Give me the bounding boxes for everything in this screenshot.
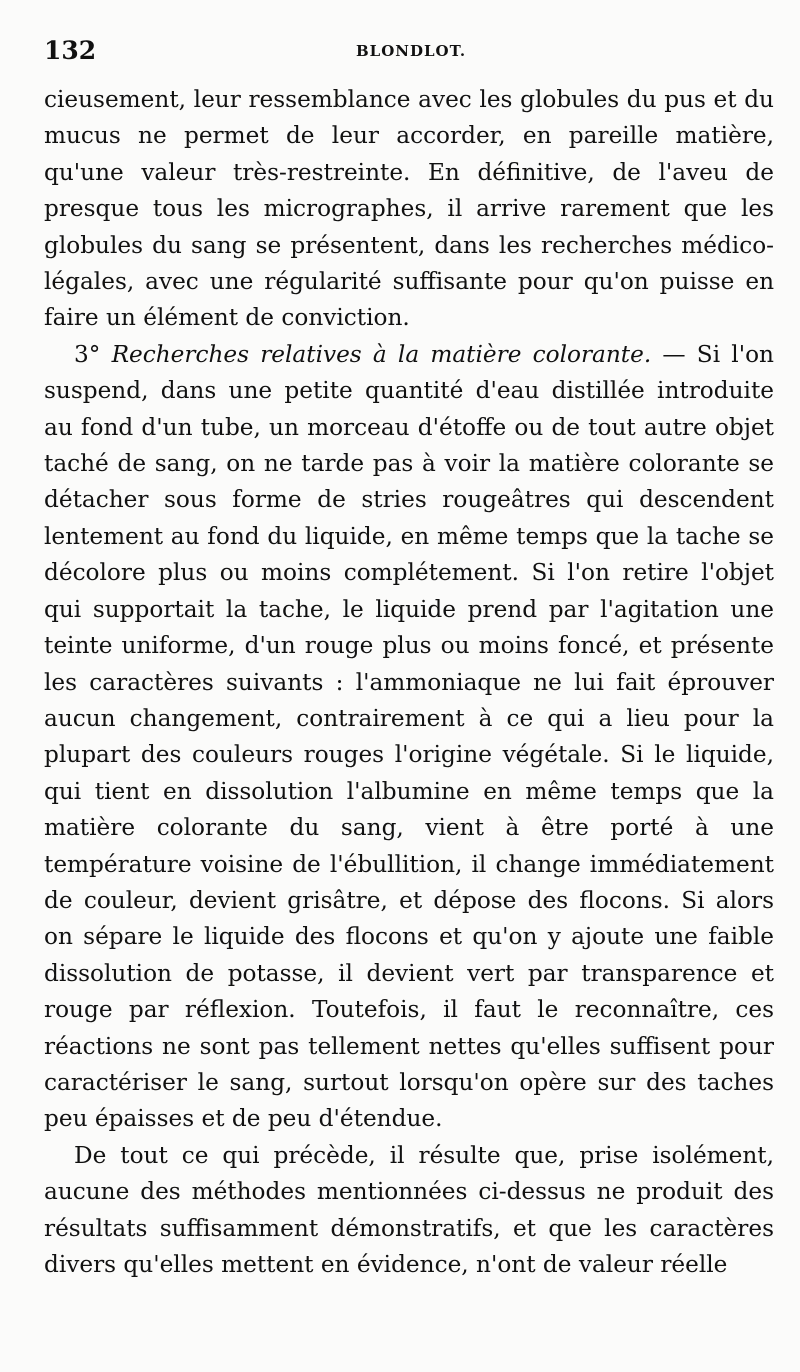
page-number: 132 [44,36,97,65]
paragraph-section-3 [44,337,774,1138]
paragraph-continuation: cieusement, leur ressemblance avec les globules du pus et du mucus ne permet de leur accorder, en pareille matière, qu'une valeur très-restreinte. En définitive, de l'aveu de presque tous les micrographes, il arrive rarement que les globules du sang se présentent, dans les recherches médico-légales, avec une régularité suffisante pour qu'on puisse en faire un élément de conviction. [44,86,774,332]
running-title: BLONDLOT. [356,42,467,60]
running-head [44,36,774,74]
section-body: — Si l'on suspend, dans une petite quantité d'eau distillée introduite au fond d'un tube, un morceau d'étoffe ou de tout autre objet taché de sang, on ne tarde pas à voir la matière colorante se détacher sous forme de stries rougeâtres qui descendent lentement au fond du liquide, en même temps que la tache se décolore plus ou moins complétement. Si l'on retire l'objet qui supportait la tache, le liquide prend par l'agitation une teinte uniforme, d'un rouge plus ou moins foncé, et présente les caractères suivants : l'ammoniaque ne lui fait éprouver aucun changement, contrairement à ce qui a lieu pour la plupart des couleurs rouges l'origine végétale. Si le liquide, qui tient en dissolution l'albumine en même temps que la matière colorante du sang, vient à être porté à une température voisine de l'ébullition, il change immédiatement de couleur, devient grisâtre, et dépose des flocons. Si alors on sépare le liquide des flocons et qu'on y ajoute une faible dissolution de potasse, il devient vert par transparence et rouge par réflexion. Toutefois, il faut le reconnaître, ces réactions ne sont pas tellement nettes qu'elles suffisent pour caractériser le sang, surtout lorsqu'on opère sur des taches peu épaisses et de peu d'étendue. [44,340,774,1133]
body-text [44,82,774,1283]
section-title: Recherches relatives à la matière colorante. [111,340,652,368]
section-number: 3° [74,340,101,368]
paragraph-conclusion: De tout ce qui précède, il résulte que, prise isolément, aucune des méthodes mentionnées ci-dessus ne produit des résultats suffisamment démonstratifs, et que les caractères divers qu'elles mettent en évidence, n'ont de valeur réelle [44,1141,774,1278]
